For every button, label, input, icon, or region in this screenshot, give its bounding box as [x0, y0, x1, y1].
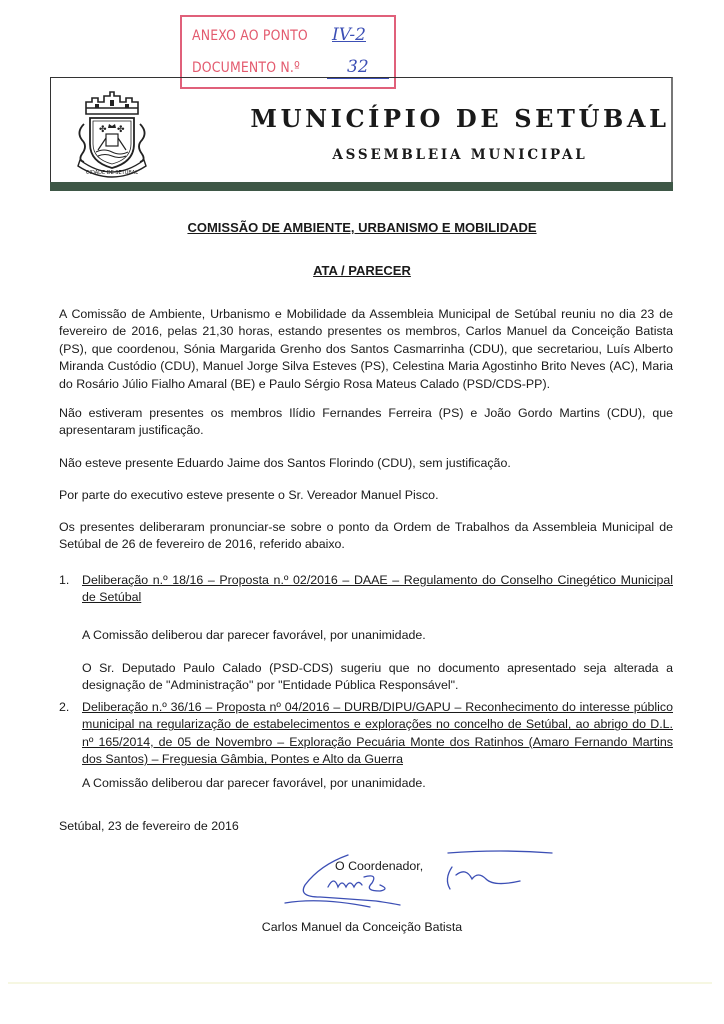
document-title: ATA / PARECER: [313, 263, 411, 278]
svg-text:✤: ✤: [99, 124, 107, 134]
municipality-title: MUNICÍPIO DE SETÚBAL: [250, 104, 670, 133]
stamp-document-label: DOCUMENTO N.º: [192, 60, 301, 76]
item-note: O Sr. Deputado Paulo Calado (PSD-CDS) sugeriu que no documento apresentado seja alterada a designação de "Administração" por "Entidade Pública Responsável".: [82, 661, 673, 693]
paragraph-attendance: A Comissão de Ambiente, Urbanismo e Mobilidade da Assembleia Municipal de Setúbal reuniu no dia 23 de fevereiro de 2016, pelas 21,30 horas, estando presentes os membros, Carlos Manuel da Conceição Batista (PS), que coordenou, Sónia Margarida Grenho dos Santos Casmarrinha (CDU), que secretariou, Luís Alberto Miranda Custódio (CDU), Manuel Jorge Silva Esteves (PS), Celestina Maria Agostinho Brito Neves (AC), Maria do Rosário Júlio Fialho Amaral (BE) e Paulo Sérgio Rosa Mateus Calado (PSD/CDS-PP).: [59, 307, 673, 391]
item-number: 2.: [59, 700, 70, 714]
item-heading: Deliberação n.º 36/16 – Proposta nº 04/2016 – DURB/DIPU/GAPU – Reconhecimento do interesse público municipal na regularização de estabelecimentos e explorações no concelho de Setúbal, ao abrigo do D.L. nº 165/2014, de 05 de Novembro – Exploração Pecuária Monte dos Ratinhos (Amaro Fernando Martins dos Santos) – Freguesia Gâmbia, Pontes e Alto da Guerra: [82, 700, 673, 767]
svg-text:CIDADE DE SETÚBAL: CIDADE DE SETÚBAL: [85, 170, 139, 176]
place-date: Setúbal, 23 de fevereiro de 2016: [59, 819, 239, 833]
assembly-subtitle: ASSEMBLEIA MUNICIPAL: [332, 147, 588, 163]
letterhead-bar: [50, 182, 673, 191]
coat-of-arms-icon: [62, 88, 162, 180]
paragraph-absent-unjustified: Não esteve presente Eduardo Jaime dos Santos Florindo (CDU), sem justificação.: [59, 456, 511, 470]
handwritten-signature-icon: [280, 845, 560, 915]
item-heading: Deliberação n.º 18/16 – Proposta n.º 02/2016 – DAAE – Regulamento do Conselho Cinegético Municipal de Setúbal: [82, 573, 673, 605]
paragraph-agenda: Os presentes deliberaram pronunciar-se sobre o ponto da Ordem de Trabalhos da Assembleia Municipal de Setúbal de 26 de fevereiro de 2016, referido abaixo.: [59, 520, 673, 552]
signer-name: Carlos Manuel da Conceição Batista: [261, 920, 463, 934]
paragraph-executive: Por parte do executivo esteve presente o Sr. Vereador Manuel Pisco.: [59, 488, 439, 502]
item-number: 1.: [59, 573, 70, 587]
stamp-annex-value: IV-2: [332, 25, 366, 45]
committee-title: COMISSÃO DE AMBIENTE, URBANISMO E MOBILIDADE: [187, 220, 537, 235]
page-footer-line: [8, 982, 712, 984]
item-decision: A Comissão deliberou dar parecer favorável, por unanimidade.: [82, 628, 426, 642]
item-decision: A Comissão deliberou dar parecer favorável, por unanimidade.: [82, 776, 426, 790]
stamp-annex-label: ANEXO AO PONTO: [192, 28, 308, 44]
coordinator-label: O Coordenador,: [335, 859, 424, 873]
stamp-document-value: 32: [347, 57, 369, 77]
svg-text:✤: ✤: [117, 124, 125, 134]
paragraph-absent-justified: Não estiveram presentes os membros Ilídio Fernandes Ferreira (PS) e João Gordo Martins (CDU), que apresentaram justificação.: [59, 406, 673, 438]
